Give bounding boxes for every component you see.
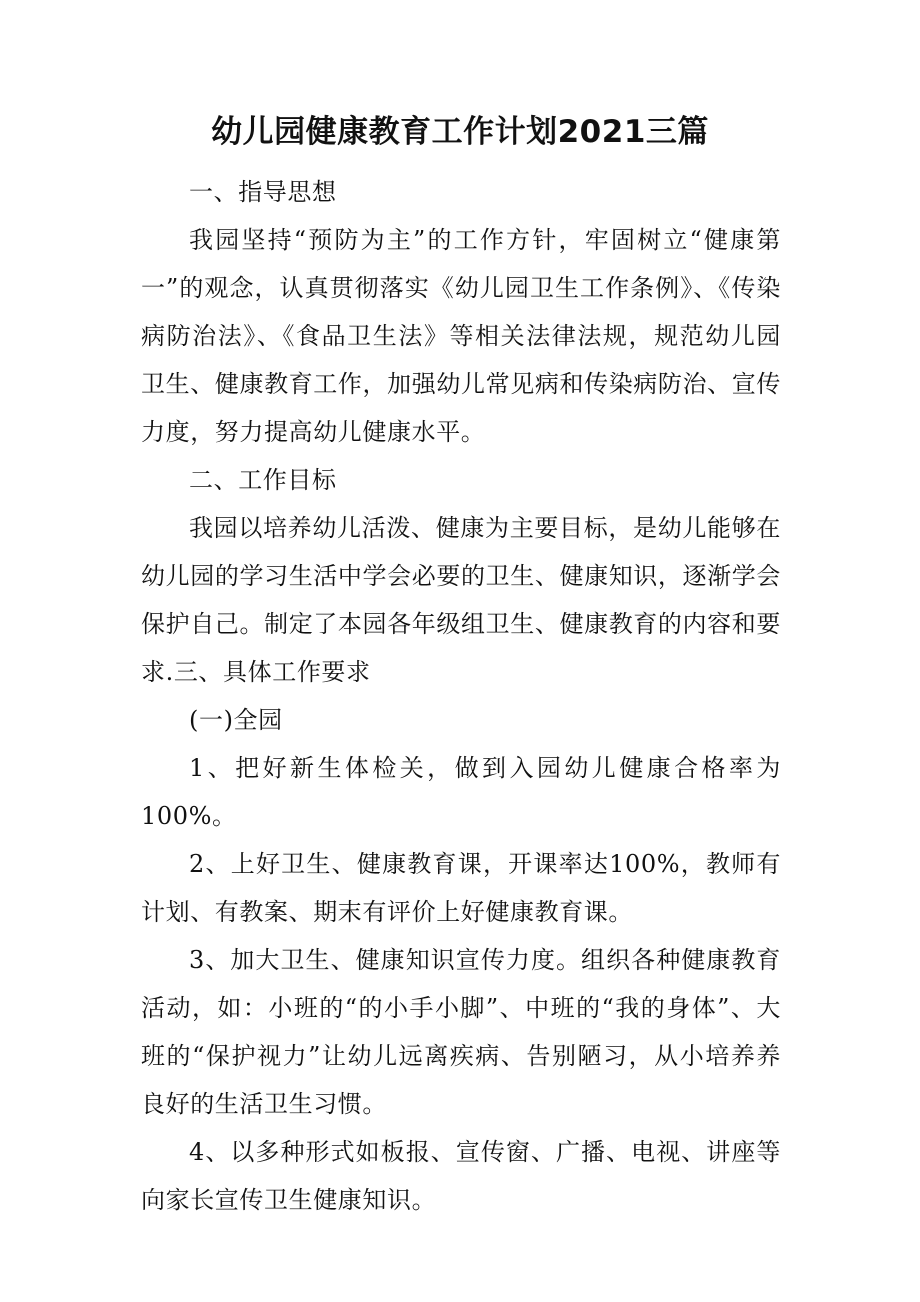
paragraph-work-goals: 我园以培养幼儿活泼、健康为主要目标，是幼儿能够在幼儿园的学习生活中学会必要的卫生、健康知识，逐渐学会保护自己。制定了本园各年级组卫生、健康教育的内容和要求.三、具体工作要求	[141, 514, 781, 686]
list-item-3: 3、加大卫生、健康知识宣传力度。组织各种健康教育活动，如：小班的“的小手小脚”、中班的“我的身体”、大班的“保护视力”让幼儿远离疾病、告别陋习，从小培养养良好的生活卫生习惯。	[141, 946, 781, 1118]
list-item-2: 2、上好卫生、健康教育课，开课率达100%，教师有计划、有教案、期末有评价上好健康教育课。	[141, 850, 781, 926]
subheading-whole-kindergarten: (一)全园	[189, 706, 283, 734]
paragraph-guiding-ideology: 我园坚持“预防为主”的工作方针，牢固树立“健康第一”的观念，认真贯彻落实《幼儿园卫生工作条例》、《传染病防治法》、《食品卫生法》等相关法律法规，规范幼儿园卫生、健康教育工作，加强幼儿常见病和传染病防治、宣传力度，努力提高幼儿健康水平。	[141, 226, 781, 446]
section-heading-work-goals: 二、工作目标	[189, 466, 337, 494]
list-item-1: 1、把好新生体检关，做到入园幼儿健康合格率为100%。	[141, 754, 781, 830]
list-item-4: 4、以多种形式如板报、宣传窗、广播、电视、讲座等向家长宣传卫生健康知识。	[141, 1138, 781, 1214]
section-heading-guiding-ideology: 一、指导思想	[189, 178, 337, 206]
document-title: 幼儿园健康教育工作计划2021三篇	[211, 114, 709, 150]
document-body	[141, 168, 781, 1224]
